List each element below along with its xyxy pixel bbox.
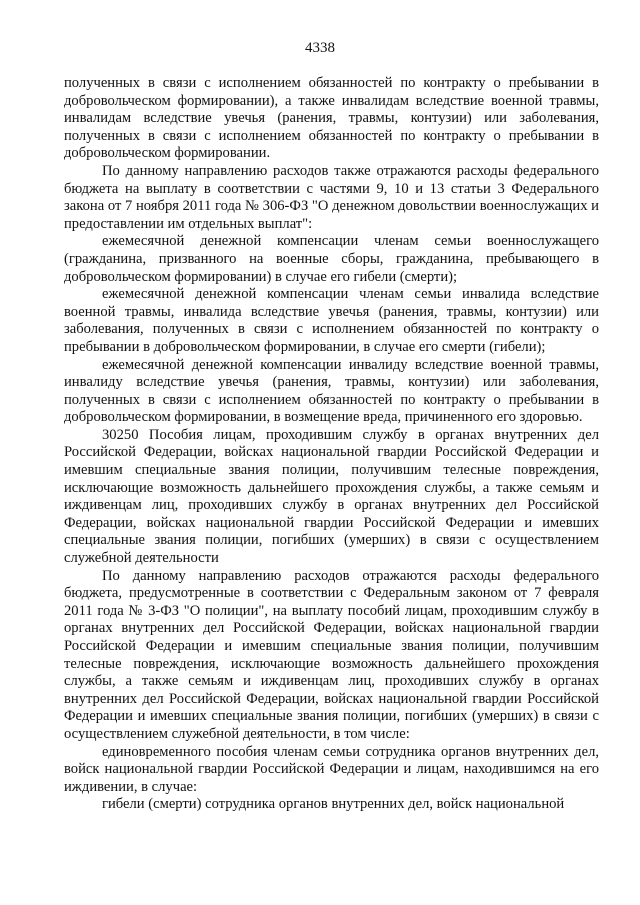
paragraph-4: ежемесячной денежной компенсации членам семьи инвалида вследствие военной травмы, инвалида вследствие увечья (ранения, травмы, контузии) или заболевания, полученных в связи с исполнением обязанностей по контракту о пребывании в добровольческом формировании, в случае его смерти (гибели); [64,286,599,355]
paragraph-1: полученных в связи с исполнением обязанностей по контракту о пребывании в добровольческом формировании), а также инвалидам вследствие военной травмы, инвалидам вследствие увечья (ранения, травмы, контузии) или заболевания, полученных в связи с исполнением обязанностей по контракту о пребывании в добровольческом формировании. [64,75,599,162]
paragraph-9: гибели (смерти) сотрудника органов внутренних дел, войск национальной [102,796,565,813]
paragraph-7: По данному направлению расходов отражаются расходы федерального бюджета, предусмотренные в соответствии с Федеральным законом от 7 февраля 2011 года № 3-ФЗ "О полиции", на выплату пособий лицам, проходившим службу в органах внутренних дел Российской Федерации, войсках национальной гвардии Российской Федерации и имевшим специальные звания полиции, получившим телесные повреждения, исключающие возможность дальнейшего прохождения службы, а также семьям и иждивенцам лиц, проходивших службу в органах внутренних дел Российской Федерации, войсках национальной гвардии Российской Федерации и имевших специальные звания полиции, погибших (умерших) в связи с осуществлением служебной деятельности, в том числе: [64,567,599,742]
document-text [64,75,599,814]
paragraph-2: По данному направлению расходов также отражаются расходы федерального бюджета на выплату в соответствии с частями 9, 10 и 13 статьи 3 Федерального закона от 7 ноября 2011 года № 306-ФЗ "О денежном довольствии военнослужащих и предоставлении им отдельных выплат": [64,162,599,232]
page-number: 4338 [305,40,335,56]
paragraph-6: 30250 Пособия лицам, проходившим службу в органах внутренних дел Российской Федерации, войсках национальной гвардии Российской Федерации и имевшим специальные звания полиции, получившим телесные повреждения, исключающие возможность дальнейшего прохождения службы, а также семьям и иждивенцам лиц, проходивших службу в органах внутренних дел Российской Федерации, войсках национальной гвардии Российской Федерации и имевших специальные звания полиции, погибших (умерших) в связи с осуществлением служебной деятельности [64,426,599,567]
paragraph-8: единовременного пособия членам семьи сотрудника органов внутренних дел, войск национальной гвардии Российской Федерации и лицам, находившимся на его иждивении, в случае: [64,743,599,795]
paragraph-3: ежемесячной денежной компенсации членам семьи военнослужащего (гражданина, призванного на военные сборы, гражданина, пребывающего в добровольческом формировании) в случае его гибели (смерти); [64,233,599,285]
paragraph-5: ежемесячной денежной компенсации инвалиду вследствие военной травмы, инвалиду вследствие увечья (ранения, травмы, контузии) или заболевания, полученных в связи с исполнением обязанностей по контракту о пребывании в добровольческом формировании, в возмещение вреда, причиненного его здоровью. [64,356,599,426]
